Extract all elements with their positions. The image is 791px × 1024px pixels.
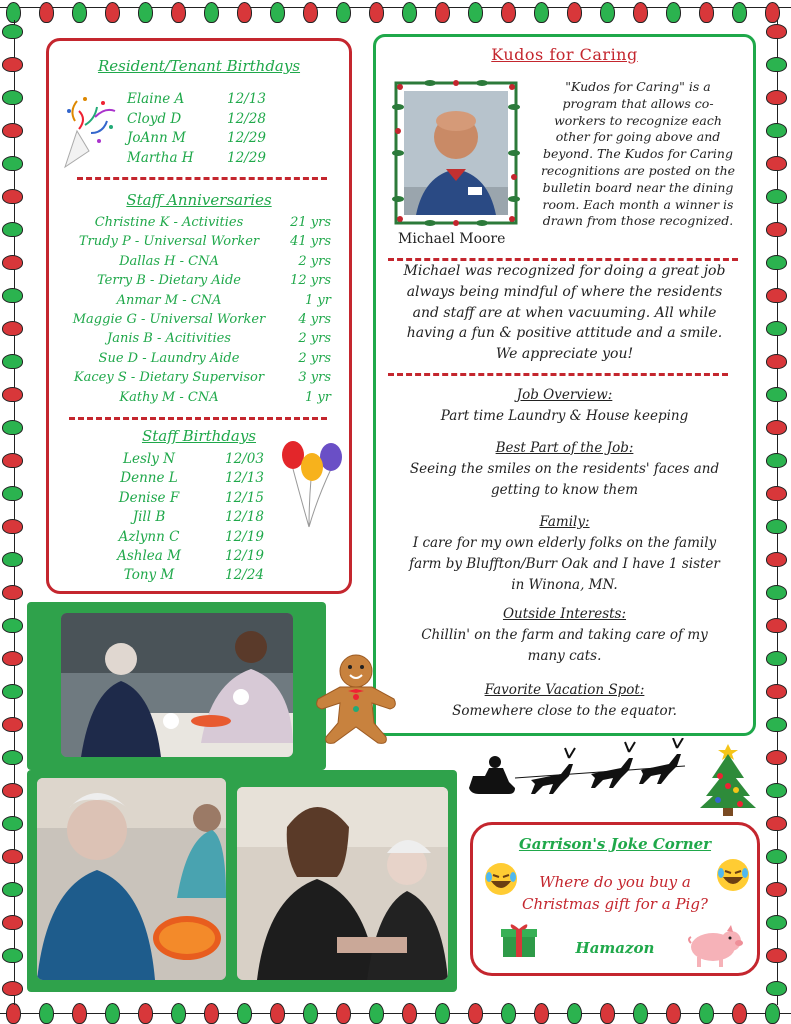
anniversary-name: Terry B - Dietary Aide bbox=[97, 273, 241, 289]
michael-moore-photo bbox=[390, 77, 522, 229]
light-bulb-icon bbox=[336, 1003, 351, 1024]
light-bulb-icon bbox=[2, 519, 23, 534]
kudos-intro-line: room. Each month a winner is bbox=[542, 196, 734, 212]
light-bulb-icon bbox=[766, 849, 787, 864]
staff-birthday-date: 12/19 bbox=[225, 528, 264, 545]
kudos-section-text: getting to know them bbox=[490, 482, 639, 498]
anniversary-name: Janis B - Acitivities bbox=[107, 331, 231, 347]
light-bulb-icon bbox=[766, 882, 787, 897]
light-bulb-icon bbox=[766, 156, 787, 171]
light-bulb-icon bbox=[666, 2, 681, 23]
light-bulb-icon bbox=[435, 1003, 450, 1024]
resident-birthday-name: JoAnn M bbox=[127, 130, 186, 146]
kudos-section-heading: Family: bbox=[539, 514, 590, 530]
light-bulb-icon bbox=[766, 90, 787, 105]
kudos-recognition-line: We appreciate you! bbox=[495, 346, 634, 363]
staff-birthday-name: Lesly N bbox=[123, 451, 175, 467]
pig-icon bbox=[687, 921, 743, 969]
staff-birthday-name: Azlynn C bbox=[118, 528, 180, 545]
light-bulb-icon bbox=[766, 453, 787, 468]
light-bulb-icon bbox=[766, 783, 787, 798]
kudos-section-text: Seeing the smiles on the residents' faces and bbox=[409, 461, 720, 477]
staff-anniversaries-title: Staff Anniversaries bbox=[126, 191, 272, 209]
light-bulb-icon bbox=[766, 552, 787, 567]
joke-question-line2: Christmas gift for a Pig? bbox=[522, 895, 708, 913]
kudos-section-text: Chillin' on the farm and taking care of my bbox=[421, 627, 708, 643]
staff-birthday-date: 12/24 bbox=[225, 567, 264, 584]
staff-birthday-date: 12/13 bbox=[225, 470, 264, 487]
light-bulb-icon bbox=[402, 1003, 417, 1024]
light-bulb-icon bbox=[766, 354, 787, 369]
birthdays-panel bbox=[46, 38, 352, 594]
light-bulb-icon bbox=[766, 750, 787, 765]
light-bulb-icon bbox=[105, 1003, 120, 1024]
light-bulb-icon bbox=[766, 222, 787, 237]
light-bulb-icon bbox=[303, 1003, 318, 1024]
light-bulb-icon bbox=[2, 915, 23, 930]
light-bulb-icon bbox=[2, 783, 23, 798]
light-bulb-icon bbox=[600, 2, 615, 23]
divider bbox=[69, 417, 327, 420]
resident-birthday-name: Cloyd D bbox=[127, 110, 182, 127]
staff-birthday-name: Jill B bbox=[132, 509, 166, 526]
light-bulb-icon bbox=[2, 24, 23, 39]
light-bulb-icon bbox=[501, 2, 516, 23]
anniversary-years: 2 yrs bbox=[298, 253, 331, 269]
light-bulb-icon bbox=[105, 2, 120, 23]
kudos-intro-line: drawn from those recognized. bbox=[542, 213, 734, 229]
resident-birthday-date: 12/29 bbox=[227, 130, 266, 146]
holly-frame-icon bbox=[390, 77, 522, 229]
joke-question-line1: Where do you buy a bbox=[539, 873, 691, 891]
laughing-emoji-icon bbox=[715, 857, 751, 893]
light-bulb-icon bbox=[204, 1003, 219, 1024]
light-bulb-icon bbox=[699, 2, 714, 23]
light-bulb-icon bbox=[766, 123, 787, 138]
light-bulb-icon bbox=[567, 2, 582, 23]
resident-birthday-date: 12/13 bbox=[227, 91, 266, 107]
light-bulb-icon bbox=[633, 1003, 648, 1024]
light-bulb-icon bbox=[766, 288, 787, 303]
light-bulb-icon bbox=[766, 255, 787, 270]
staff-birthdays-title: Staff Birthdays bbox=[141, 427, 257, 445]
light-bulb-icon bbox=[72, 2, 87, 23]
light-bulb-icon bbox=[766, 387, 787, 402]
anniversary-name: Christine K - Activities bbox=[94, 215, 244, 230]
kudos-recognition-line: and staff are at when vacuuming. All while bbox=[412, 304, 717, 321]
light-bulb-icon bbox=[766, 420, 787, 435]
light-bulb-icon bbox=[766, 24, 787, 39]
resident-birthday-name: Martha H bbox=[127, 149, 194, 166]
light-bulb-icon bbox=[766, 189, 787, 204]
kudos-intro-line: workers to recognize each bbox=[554, 112, 722, 128]
resident-birthday-date: 12/29 bbox=[227, 149, 266, 166]
balloons-icon bbox=[281, 439, 347, 529]
staff-birthday-date: 12/19 bbox=[225, 548, 264, 564]
light-bulb-icon bbox=[72, 1003, 87, 1024]
divider bbox=[77, 177, 327, 180]
light-bulb-icon bbox=[766, 717, 787, 732]
kudos-intro-line: bulletin board near the dining bbox=[542, 179, 734, 195]
light-bulb-icon bbox=[270, 1003, 285, 1024]
activity-photo-2 bbox=[37, 778, 226, 980]
light-bulb-icon bbox=[270, 2, 285, 23]
light-bulb-icon bbox=[2, 156, 23, 171]
light-bulb-icon bbox=[766, 585, 787, 600]
light-bulb-icon bbox=[765, 1003, 780, 1024]
light-bulb-icon bbox=[2, 948, 23, 963]
anniversary-name: Kathy M - CNA bbox=[119, 389, 219, 405]
light-bulb-icon bbox=[766, 915, 787, 930]
light-bulb-icon bbox=[402, 2, 417, 23]
light-bulb-icon bbox=[534, 1003, 549, 1024]
kudos-section-heading: Job Overview: bbox=[516, 387, 613, 403]
anniversary-years: 2 yrs bbox=[298, 331, 331, 347]
light-bulb-icon bbox=[237, 1003, 252, 1024]
light-bulb-icon bbox=[138, 1003, 153, 1024]
gift-icon bbox=[501, 921, 537, 959]
divider bbox=[388, 373, 728, 376]
light-bulb-icon bbox=[336, 2, 351, 23]
light-bulb-icon bbox=[2, 486, 23, 501]
confetti-icon bbox=[55, 91, 119, 171]
light-bulb-icon bbox=[600, 1003, 615, 1024]
anniversary-years: 21 yrs bbox=[290, 215, 331, 230]
light-bulb-icon bbox=[2, 585, 23, 600]
gingerbread-icon bbox=[312, 653, 400, 745]
staff-birthday-name: Tony M bbox=[123, 567, 175, 584]
light-bulb-icon bbox=[435, 2, 450, 23]
light-bulb-icon bbox=[2, 255, 23, 270]
anniversary-years: 3 yrs bbox=[298, 370, 331, 386]
light-bulb-icon bbox=[2, 651, 23, 666]
light-bulb-icon bbox=[138, 2, 153, 23]
christmas-tree-icon bbox=[698, 738, 758, 816]
light-bulb-icon bbox=[171, 1003, 186, 1024]
anniversary-name: Trudy P - Universal Worker bbox=[78, 234, 260, 250]
kudos-recognition-line: always being mindful of where the residents bbox=[406, 283, 723, 300]
staff-birthday-name: Denne L bbox=[120, 470, 178, 487]
light-bulb-icon bbox=[766, 519, 787, 534]
anniversary-years: 12 yrs bbox=[290, 273, 331, 289]
resident-birthday-date: 12/28 bbox=[227, 110, 266, 127]
joke-corner-panel bbox=[470, 822, 760, 976]
activity-photo-3 bbox=[237, 787, 448, 980]
joke-answer: Hamazon bbox=[575, 939, 655, 957]
light-bulb-icon bbox=[2, 420, 23, 435]
light-bulb-icon bbox=[468, 1003, 483, 1024]
light-bulb-icon bbox=[699, 1003, 714, 1024]
kudos-recognition-line: Michael was recognized for doing a great job bbox=[403, 263, 726, 279]
light-bulb-icon bbox=[534, 2, 549, 23]
light-bulb-icon bbox=[766, 486, 787, 501]
light-bulb-icon bbox=[666, 1003, 681, 1024]
resident-birthday-name: Elaine A bbox=[127, 91, 185, 107]
light-bulb-icon bbox=[2, 717, 23, 732]
staff-birthday-name: Ashlea M bbox=[117, 548, 181, 564]
light-bulb-icon bbox=[303, 2, 318, 23]
light-bulb-icon bbox=[766, 57, 787, 72]
kudos-section-heading: Favorite Vacation Spot: bbox=[484, 682, 645, 698]
light-bulb-icon bbox=[501, 1003, 516, 1024]
light-bulb-icon bbox=[2, 849, 23, 864]
kudos-intro-line: other for going above and bbox=[555, 129, 721, 145]
anniversary-years: 1 yr bbox=[305, 389, 331, 405]
staff-birthday-date: 12/15 bbox=[225, 489, 264, 506]
light-bulb-icon bbox=[2, 321, 23, 336]
kudos-intro-line: recognitions are posted on the bbox=[540, 163, 736, 178]
kudos-section-heading: Best Part of the Job: bbox=[495, 440, 634, 456]
kudos-intro-line: "Kudos for Caring" is a bbox=[565, 79, 711, 94]
light-bulb-icon bbox=[468, 2, 483, 23]
light-bulb-icon bbox=[2, 288, 23, 303]
light-bulb-icon bbox=[766, 651, 787, 666]
activity-photo-1 bbox=[61, 613, 293, 757]
kudos-title: Kudos for Caring bbox=[491, 45, 638, 64]
light-bulb-icon bbox=[766, 618, 787, 633]
light-bulb-icon bbox=[732, 1003, 747, 1024]
anniversary-name: Sue D - Laundry Aide bbox=[98, 350, 240, 366]
divider bbox=[388, 258, 738, 261]
light-bulb-icon bbox=[39, 2, 54, 23]
light-bulb-icon bbox=[2, 618, 23, 633]
light-bulb-icon bbox=[2, 816, 23, 831]
anniversary-years: 1 yr bbox=[305, 292, 331, 308]
anniversary-name: Anmar M - CNA bbox=[116, 292, 222, 308]
light-bulb-icon bbox=[2, 453, 23, 468]
light-bulb-icon bbox=[567, 1003, 582, 1024]
light-bulb-icon bbox=[39, 1003, 54, 1024]
kudos-intro-line: program that allows co- bbox=[562, 95, 714, 111]
staff-birthday-date: 12/18 bbox=[225, 509, 264, 526]
light-bulb-icon bbox=[633, 2, 648, 23]
anniversary-name: Kacey S - Dietary Supervisor bbox=[73, 370, 265, 386]
staff-birthday-date: 12/03 bbox=[225, 451, 264, 467]
light-bulb-icon bbox=[2, 387, 23, 402]
light-bulb-icon bbox=[2, 882, 23, 897]
anniversary-years: 4 yrs bbox=[298, 312, 331, 327]
person-name: Michael Moore bbox=[398, 231, 506, 247]
kudos-section-text: farm by Bluffton/Burr Oak and I have 1 sister bbox=[409, 556, 720, 572]
anniversary-name: Dallas H - CNA bbox=[119, 253, 219, 269]
kudos-section-text: I care for my own elderly folks on the family bbox=[412, 535, 717, 551]
light-bulb-icon bbox=[766, 816, 787, 831]
light-bulb-icon bbox=[2, 354, 23, 369]
resident-birthdays-title: Resident/Tenant Birthdays bbox=[97, 57, 301, 75]
kudos-panel bbox=[373, 34, 756, 736]
light-bulb-icon bbox=[369, 1003, 384, 1024]
kudos-section-text: in Winona, MN. bbox=[511, 577, 618, 593]
light-bulb-icon bbox=[2, 123, 23, 138]
light-bulb-icon bbox=[2, 684, 23, 699]
light-bulb-icon bbox=[766, 684, 787, 699]
joke-corner-title: Garrison's Joke Corner bbox=[518, 835, 712, 853]
kudos-section-text: Somewhere close to the equator. bbox=[452, 703, 677, 719]
staff-birthday-name: Denise F bbox=[118, 489, 180, 506]
anniversary-years: 41 yrs bbox=[290, 234, 331, 250]
light-bulb-icon bbox=[2, 222, 23, 237]
light-bulb-icon bbox=[2, 90, 23, 105]
light-bulb-icon bbox=[369, 2, 384, 23]
light-bulb-icon bbox=[766, 981, 787, 996]
anniversary-name: Maggie G - Universal Worker bbox=[72, 312, 266, 327]
light-bulb-icon bbox=[766, 321, 787, 336]
kudos-intro-line: beyond. The Kudos for Caring bbox=[543, 146, 733, 162]
light-bulb-icon bbox=[2, 552, 23, 567]
kudos-section-text: Part time Laundry & House keeping bbox=[440, 408, 689, 424]
light-bulb-icon bbox=[2, 57, 23, 72]
light-bulb-icon bbox=[171, 2, 186, 23]
kudos-section-text: many cats. bbox=[527, 648, 602, 664]
kudos-recognition-line: having a fun & positive attitude and a smile. bbox=[406, 325, 723, 342]
light-bulb-icon bbox=[766, 948, 787, 963]
light-bulb-icon bbox=[6, 1003, 21, 1024]
light-bulb-icon bbox=[732, 2, 747, 23]
light-bulb-icon bbox=[2, 189, 23, 204]
laughing-emoji-icon bbox=[483, 861, 519, 897]
light-bulb-icon bbox=[2, 750, 23, 765]
light-bulb-icon bbox=[204, 2, 219, 23]
kudos-section-heading: Outside Interests: bbox=[502, 606, 627, 622]
anniversary-years: 2 yrs bbox=[298, 350, 331, 366]
santa-sleigh-icon bbox=[465, 738, 687, 798]
light-bulb-icon bbox=[237, 2, 252, 23]
light-bulb-icon bbox=[2, 981, 23, 996]
